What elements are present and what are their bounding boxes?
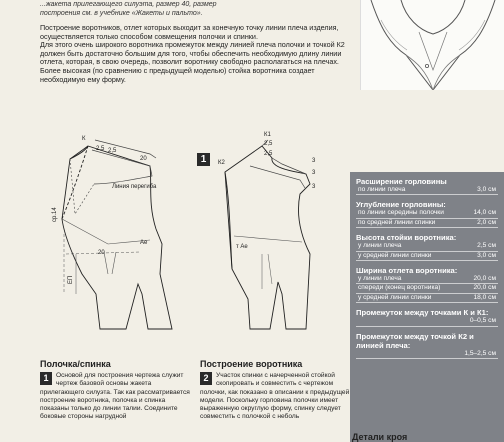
- sidebar-row-value: 2,5 см: [477, 242, 496, 250]
- label-k1: К1: [264, 132, 271, 138]
- sidebar-section: [350, 195, 504, 228]
- label-25c: 2,5: [264, 141, 273, 147]
- sidebar-row-label: у средней линии спинки: [358, 293, 432, 301]
- sidebar-row-value: 1,5–2,5 см: [464, 349, 496, 357]
- sidebar-row: [356, 219, 498, 228]
- label-25b: 2,5: [108, 148, 117, 154]
- sidebar-row-value: 0–0,5 см: [469, 317, 496, 325]
- sidebar-row-value: 3,0 см: [477, 186, 496, 193]
- sidebar-row: [356, 209, 498, 218]
- garment-illustration: [360, 0, 504, 90]
- sidebar-row: [356, 242, 498, 251]
- collar-drawing: [361, 0, 504, 90]
- front-bodice-pattern: [62, 140, 172, 329]
- header-italic-text: [40, 0, 340, 18]
- label-ae-right: т Ae: [236, 244, 248, 250]
- sidebar-section-title: Углубление горловины:: [356, 200, 446, 210]
- button-icon: [425, 64, 428, 67]
- front-back-title: Полочка/спинка: [40, 359, 111, 369]
- sidebar-row-value: 20,0 см: [473, 275, 496, 283]
- sidebar-row: [356, 294, 498, 303]
- sidebar-row: [356, 317, 498, 326]
- sidebar-section: [350, 327, 504, 359]
- sidebar-section-title: Промежуток между точками К и К1:: [356, 308, 489, 318]
- front-back-text: Основой для построения чертежа служит чертеж базовой основы жакета прилегающего силуэта. Так как рассматривается построение воротника, полочка и спинка показаны только до линии талии. Соедините боковые стороны нагрудной: [40, 372, 190, 421]
- label-fold-line: Линия перегиба: [112, 184, 157, 190]
- pattern-drafting: [0, 124, 345, 354]
- sidebar-row: [356, 252, 498, 261]
- back-bodice-pattern: [225, 140, 310, 329]
- sidebar-section-title: Расширение горловины: [356, 177, 447, 186]
- intro-paragraph-3: Более высокая (по сравнению с предыдущей моделью) стойка воротника создает необходимую ему форму.: [40, 65, 315, 84]
- sidebar-section: [350, 303, 504, 326]
- label-20a: 20: [140, 156, 147, 162]
- sidebar-section: [350, 172, 504, 195]
- front-back-section: [40, 360, 190, 421]
- sidebar-row-label: у средней линии спинки: [358, 251, 432, 259]
- label-20b: 20: [98, 250, 105, 256]
- front-back-body: [40, 372, 190, 421]
- collar-construction-text: Участок спинки с начерченной стойкой скопировать и совместить с чертежом полочки, как показано в описании к предыдущей модели. Поскольку горловина полочки имеет выраженную округлую форму, спинку следует совместить с полочкой с неболь: [200, 372, 350, 421]
- label-3b: 3: [312, 170, 316, 176]
- sidebar-row: [356, 186, 498, 195]
- sidebar-row: [356, 350, 498, 359]
- intro-paragraph-2: Для этого очень широкого воротника промежуток между линией плеча полочки и точкой К2 должен быть достаточно большим для того, чтобы обеспечить необходимую длину линии отлета, которая, в свою очередь, позволит воротнику свободно располагаться на плечах.: [40, 40, 345, 67]
- label-ae-left: Ae: [140, 240, 148, 246]
- sidebar-section: [350, 261, 504, 303]
- measurements-sidebar: [350, 172, 504, 442]
- sidebar-row-value: 14,0 см: [473, 209, 496, 217]
- header-line-2: построения см. в учебнике «Жакеты и пальто».: [40, 10, 203, 17]
- step-2-badge: 2: [200, 372, 212, 385]
- figure-number-badge: 1: [197, 153, 210, 166]
- label-3a: 3: [312, 158, 316, 164]
- sidebar-row-label: [358, 350, 460, 358]
- intro-text: [40, 24, 345, 84]
- sidebar-section: [350, 228, 504, 261]
- collar-construction-title: Построение воротника: [200, 359, 303, 369]
- sidebar-row-label: по линии плеча: [358, 186, 406, 193]
- front-labels: [52, 136, 157, 284]
- sidebar-row-value: 18,0 см: [473, 293, 496, 301]
- sidebar-row: [356, 275, 498, 284]
- sidebar-row-label: по линии середины полочки: [358, 209, 444, 217]
- sidebar-section-title: Высота стойки воротника:: [356, 233, 457, 243]
- sidebar-row-label: у линии плеча: [358, 242, 402, 250]
- details-title: Детали кроя: [352, 432, 408, 442]
- label-k2: К2: [218, 160, 225, 166]
- sidebar-row-value: 3,0 см: [477, 251, 496, 259]
- label-3c: 3: [312, 184, 316, 190]
- collar-construction-section: [200, 360, 350, 421]
- sidebar-row-label: у линии плеча: [358, 275, 402, 283]
- sidebar-section-title: Ширина отлета воротника:: [356, 266, 458, 276]
- sidebar-row-label: спереди (конец воротника): [358, 284, 441, 292]
- step-1-badge: 1: [40, 372, 52, 385]
- intro-paragraph-1: Построение воротников, отлет которых выходит за конечную точку линии плеча изделия, осуществляется только способом совмещения полочки и спинки.: [40, 23, 339, 41]
- sidebar-row-value: 20,0 см: [473, 284, 496, 292]
- label-25d: 2,5: [264, 151, 273, 157]
- collar-construction-body: [200, 372, 350, 421]
- sidebar-section-title: Промежуток между точкой К2 и линией плеча:: [356, 331, 474, 350]
- label-ep: ЕП: [68, 275, 74, 284]
- sidebar-row-label: по средней линии спинки: [358, 218, 436, 226]
- sidebar-row-value: 2,0 см: [477, 218, 496, 226]
- label-fold: [112, 184, 157, 190]
- label-14: ср.14: [52, 207, 58, 222]
- sidebar-row-label: [358, 317, 466, 325]
- label-k: К: [82, 136, 86, 142]
- sidebar-row: [356, 284, 498, 293]
- label-25a: 2,5: [96, 146, 105, 152]
- header-line-1: ...жакета прилегающего силуэта, размер 40, размер: [40, 1, 217, 8]
